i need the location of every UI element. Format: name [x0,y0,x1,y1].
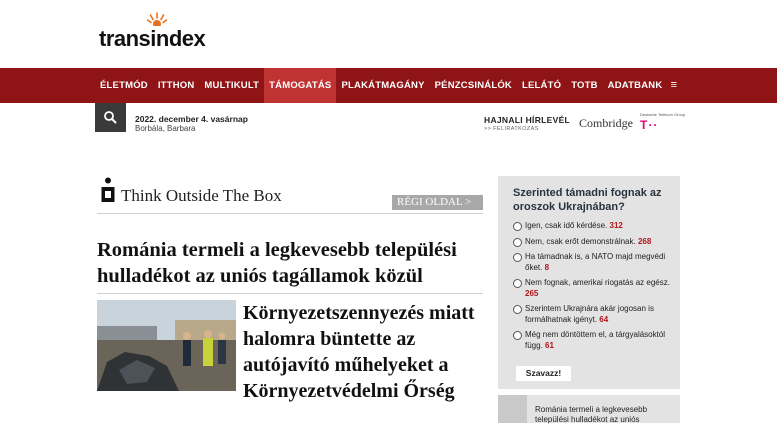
main-navigation [0,68,777,103]
current-date: 2022. december 4. vasárnap [135,114,248,124]
radio-button[interactable] [513,279,522,288]
vote-button[interactable]: Szavazz! [516,366,571,381]
sidebar-article-card[interactable] [498,395,680,423]
radio-button[interactable] [513,222,522,231]
hamburger-menu-icon[interactable]: ≡ [670,79,677,91]
nav-item-itthon[interactable]: ITTHON [157,80,195,91]
newsletter-title: HAJNALI HÍRLEVÉL [484,115,571,125]
nav-item-lelato[interactable]: LELÁTÓ [521,80,562,91]
sun-logo-icon [147,12,167,26]
logo-text: transindex [99,26,206,51]
newsletter-subscribe-link[interactable]: >> FELIRATKOZÁS [484,126,539,132]
poll-option-count: 61 [545,340,554,350]
nav-item-totb[interactable]: TOTB [571,80,598,91]
nav-item-tamogatas[interactable]: TÁMOGATÁS [264,68,336,103]
name-days: Borbála, Barbara [135,124,196,133]
nav-item-plakatmagany[interactable]: PLAKÁTMAGÁNY [341,80,425,91]
radio-button[interactable] [513,253,522,262]
article-divider [97,293,483,294]
poll-option-count: 265 [525,288,539,298]
poll-option-label: Nem, csak erőt demonstrálnak. [525,237,636,246]
nav-item-multikult[interactable]: MULTIKULT [204,80,260,91]
old-page-button[interactable]: RÉGI OLDAL > [392,195,483,210]
poll-option[interactable] [513,221,673,232]
radio-button[interactable] [513,238,522,247]
poll-question: Szerinted támadni fognak az oroszok Ukrajnában? [513,187,662,213]
poll-option[interactable] [513,304,673,325]
search-icon [95,103,126,132]
section-divider [97,213,483,214]
site-logo[interactable] [99,12,219,52]
poll-option-count: 8 [544,262,550,272]
nav-item-penzcsinalok[interactable]: PÉNZCSINÁLÓK [434,80,512,91]
lead-article-headline[interactable]: Románia termeli a legkevesebb települési hulladékot az uniós tagállamok közül [97,239,457,287]
poll-option-label: Még nem döntöttem el, a tárgyalásoktól függ. [525,330,666,350]
nav-item-adatbank[interactable]: ADATBANK [607,80,663,91]
poll-option-count: 64 [599,314,609,324]
poll-option-label: Ha támadnak is, a NATO majd megvédi őket. [525,252,666,272]
poll-option-count: 268 [637,237,652,246]
article-thumbnail[interactable] [97,300,236,391]
radio-button[interactable] [513,305,522,314]
second-article-headline[interactable]: Környezetszennyezés miatt halomra büntette az autójavító műhelyeket a Környezetvédelmi Őrség [243,302,475,402]
telekom-t-mark: T·· [640,118,659,132]
section-title: Think Outside The Box [121,186,282,205]
poll-option-count: 312 [609,221,623,230]
poll-option-label: Nem fognak, amerikai riogatás az egész. [525,278,670,287]
sponsor-combridge-logo[interactable]: Combridge [579,116,633,130]
poll-widget [498,176,680,389]
radio-button[interactable] [513,331,522,340]
search-button[interactable] [95,103,126,132]
sidebar-article-thumbnail [498,395,527,423]
poll-option-label: Igen, csak idő kérdése. [525,221,608,230]
poll-option-label: Szerintem Ukrajnára akár jogosan is formálhatnak igényt. [525,304,654,324]
poll-option[interactable] [513,237,673,248]
poll-option[interactable] [513,330,673,351]
sidebar-article-title: Románia termeli a legkevesebb települési hulladékot az uniós [535,405,648,424]
poll-option[interactable] [513,252,673,273]
newsletter-signup[interactable] [484,115,570,132]
nav-item-eletmod[interactable]: ÉLETMÓD [100,80,148,91]
telekom-group-text: Deutsche Telekom Group [640,112,686,117]
section-info-icon [101,177,115,203]
sponsor-telekom-logo[interactable] [640,112,685,132]
article-photo-image [97,300,236,391]
poll-option[interactable] [513,278,673,299]
